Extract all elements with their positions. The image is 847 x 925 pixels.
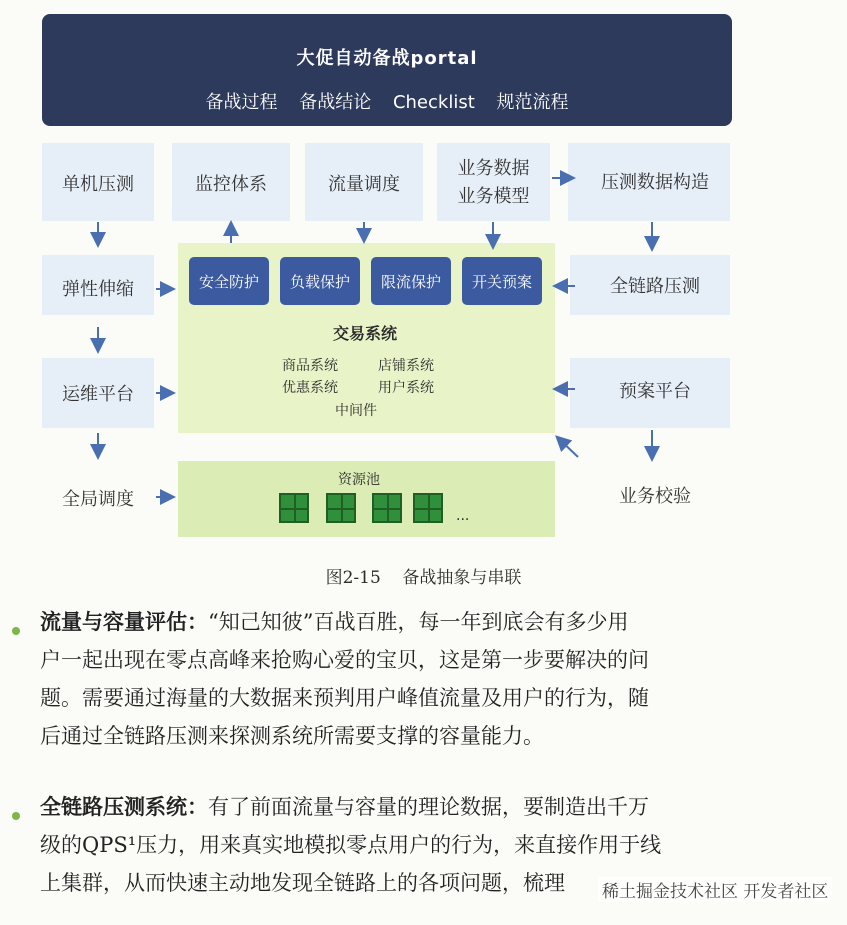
watermark: 稀土掘金技术社区 开发者社区 [598,877,832,902]
node-single-machine-test: 单机压测 [62,174,134,195]
paragraph-line: 题。需要通过海量的大数据来预判用户峰值流量及用户的行为，随 [40,686,649,710]
box-load-protection: 负载保护 [280,257,360,305]
paragraph-line: 级的QPS¹压力，用来真实地模拟零点用户的行为，来直接作用于线 [40,833,662,857]
node-plan-platform: 预案平台 [619,381,691,402]
node-global-scheduling: 全局调度 [62,489,134,510]
bullet-dot [12,627,20,635]
node-full-link-test: 全链路压测 [610,276,700,297]
trade-system-title: 交易系统 [332,324,397,343]
module-product: 商品系统 [282,358,338,374]
node-business-model: 业务模型 [457,186,530,207]
module-discount: 优惠系统 [282,380,338,396]
portal-title: 大促自动备战portal [296,48,478,69]
node-ops-platform: 运维平台 [62,384,134,405]
resource-pool-title: 资源池 [338,472,380,488]
paragraph-label: 全链路压测系统： [40,795,208,819]
figure-caption: 图2-15 备战抽象与串联 [325,568,522,588]
bullet-dot [12,812,20,820]
paragraph-line: 上集群，从而快速主动地发现全链路上的各项问题，梳理 [40,871,565,895]
node-traffic-scheduling: 流量调度 [328,174,400,195]
portal-item-process: 备战过程 [205,92,278,113]
module-user: 用户系统 [378,380,434,396]
module-shop: 店铺系统 [378,358,434,374]
paragraph-line: 有了前面流量与容量的理论数据，要制造出千万 [208,795,649,819]
box-switch-plan: 开关预案 [462,257,542,305]
node-elastic-scaling: 弹性伸缩 [62,279,134,300]
paragraph-line: 户一起出现在零点高峰来抢购心爱的宝贝，这是第一步要解决的问 [40,648,649,672]
node-monitoring: 监控体系 [195,174,267,195]
portal-item-standard-flow: 规范流程 [496,92,569,113]
module-middleware: 中间件 [335,403,377,419]
paragraph-line: 后通过全链路压测来探测系统所需要支撑的容量能力。 [40,724,544,748]
paragraph-capacity [40,603,830,755]
box-rate-limit-protection: 限流保护 [371,257,451,305]
paragraph-label: 流量与容量评估： [40,610,208,634]
node-business-verification: 业务校验 [619,486,691,507]
resource-more-ellipsis: ... [456,508,470,524]
arrow-verify-to-center [558,438,578,457]
paragraph-line: “知己知彼”百战百胜，每一年到底会有多少用 [208,610,629,634]
portal-item-conclusion: 备战结论 [299,92,372,113]
portal-item-checklist: Checklist [392,92,475,113]
box-security-protection: 安全防护 [189,257,269,305]
node-test-data-construction: 压测数据构造 [601,172,709,193]
node-business-data: 业务数据 [457,158,530,179]
